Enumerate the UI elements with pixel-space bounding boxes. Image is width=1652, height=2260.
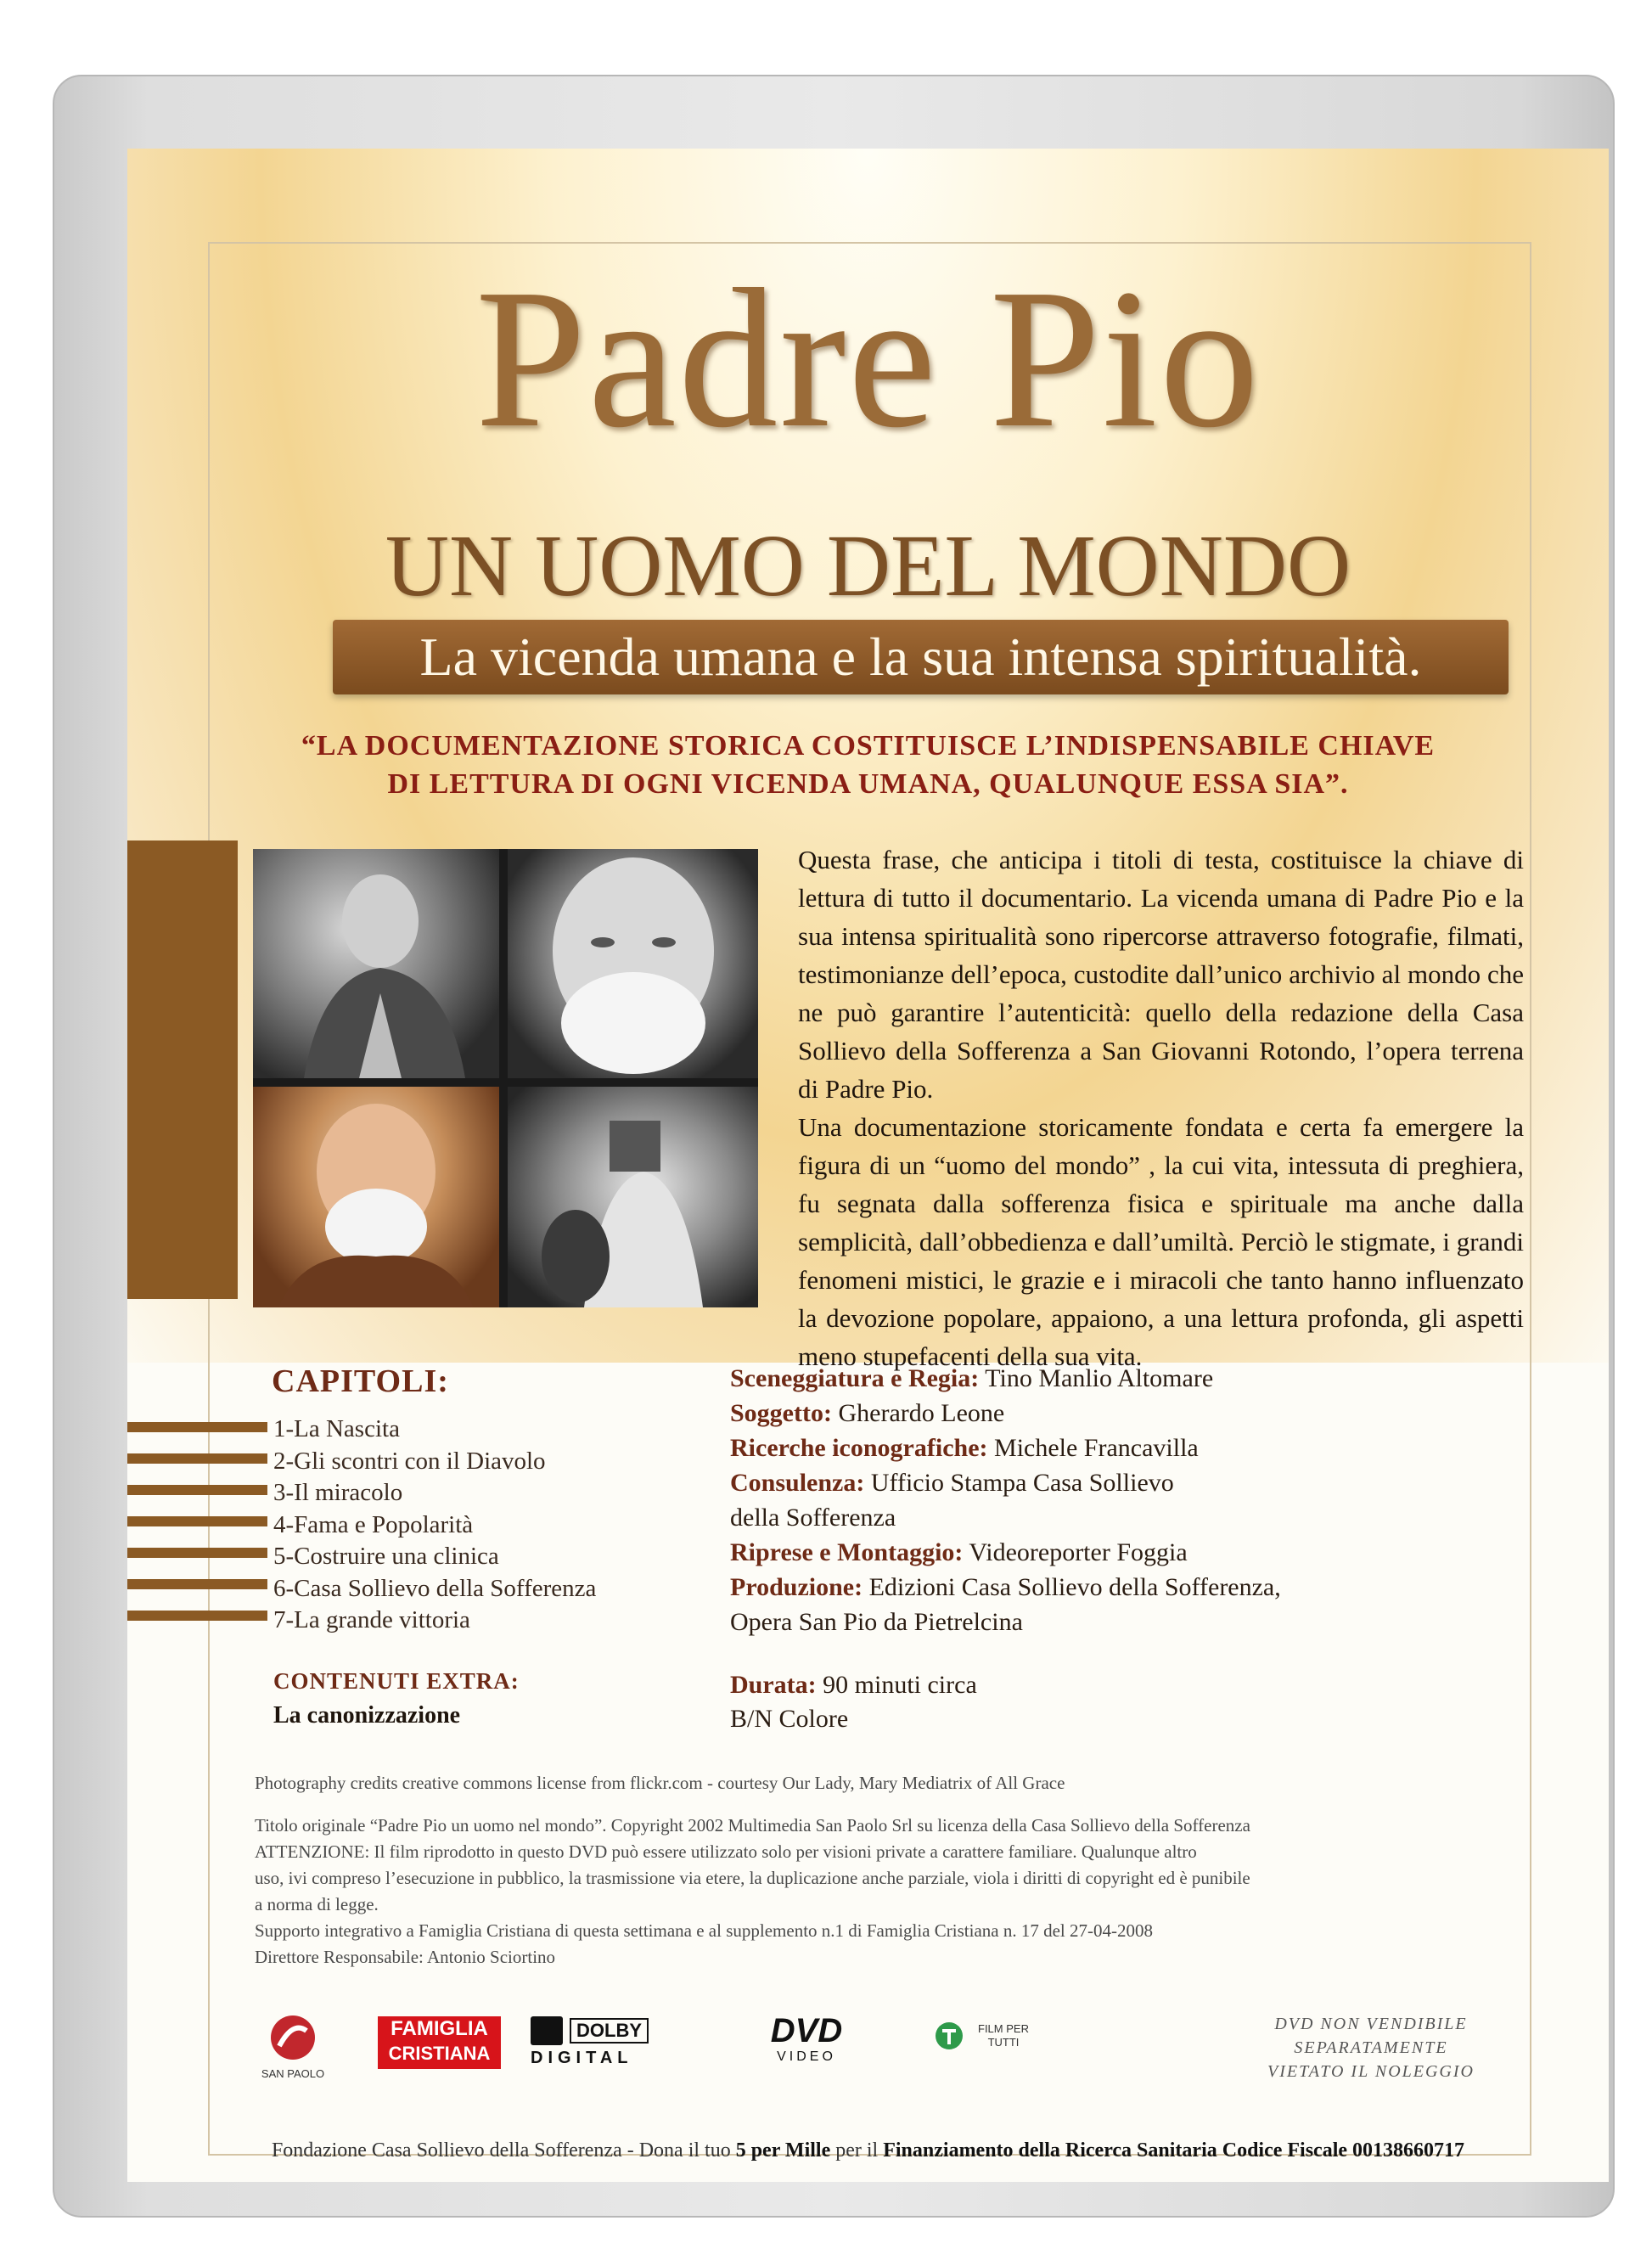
extras-heading: CONTENUTI EXTRA:: [273, 1668, 520, 1694]
credit-value: Tino Manlio Altomare: [985, 1364, 1214, 1392]
credit-row: [730, 1431, 1281, 1465]
credit-label: Soggetto:: [730, 1399, 832, 1427]
san-paolo-icon: [267, 2012, 318, 2063]
stripe: [127, 1453, 267, 1464]
photo-portrait-icon: [508, 849, 758, 1078]
footer-prefix: Fondazione Casa Sollievo della Sofferenza - Dona il tuo: [271, 2139, 731, 2162]
notice-line-1: DVD NON VENDIBILE: [1274, 2015, 1468, 2033]
tagline-bar: [333, 620, 1509, 694]
footer-line: [127, 2139, 1609, 2162]
chapter-stripes: [127, 1422, 267, 1642]
cover-title: Padre Pio: [475, 248, 1261, 469]
cover-insert: [127, 149, 1609, 2182]
dvd-video-logo: [756, 2012, 857, 2065]
list-item: 2-Gli scontri con il Diavolo: [273, 1447, 546, 1475]
credit-row: [730, 1361, 1281, 1396]
credit-row: [730, 1535, 1281, 1570]
credit-value: della Sofferenza: [730, 1504, 896, 1532]
credit-row: [730, 1396, 1281, 1431]
warning-line-2: uso, ivi compreso l’esecuzione in pubblico, la trasmissione via etere, la duplicazione anche parziale, viola i diritti di copyright ed è punibile: [255, 1868, 1250, 1888]
credit-value: Ufficio Stampa Casa Sollievo: [870, 1469, 1174, 1497]
credit-label: Riprese e Montaggio:: [730, 1538, 964, 1566]
credit-value: Edizioni Casa Sollievo della Sofferenza,: [868, 1573, 1281, 1601]
photo-padre-pio-mass: [508, 1087, 758, 1307]
credit-value: Opera San Pio da Pietrelcina: [730, 1608, 1023, 1636]
chapters-heading: CAPITOLI:: [272, 1363, 449, 1399]
warning-line-3: a norma di legge.: [255, 1894, 379, 1914]
notice-line-3: VIETATO IL NOLEGGIO: [1267, 2062, 1475, 2081]
rating-label-2: TUTTI: [987, 2036, 1020, 2049]
stripe: [127, 1485, 267, 1495]
photo-band: [127, 840, 238, 1299]
description-paragraph-1: Questa frase, che anticipa i titoli di testa, costituisce la chiave di lettura di tutto il documentario. La vicenda umana di Padre Pio e la sua intensa spiritualità sono ripercorse attraverso fotografie, filmati, testimonianze dell’epoca, custodite dall’unico archivio al mondo che ne può garantire l’autenticità: quello della redazione della Casa Sollievo della Sofferenza a San Giovanni Rotondo, l’opera terrena di Padre Pio.: [798, 845, 1524, 1104]
quote-line-2: DI LETTURA DI OGNI VICENDA UMANA, QUALUNQUE ESSA SIA”.: [387, 768, 1349, 800]
credit-value: Gherardo Leone: [838, 1399, 1005, 1427]
list-item: 5-Costruire una clinica: [273, 1543, 499, 1570]
photo-color-portrait-icon: [253, 1087, 499, 1307]
footer-middle: per il: [835, 2139, 879, 2162]
san-paolo-label: SAN PAOLO: [261, 2067, 325, 2080]
format-value: B/N Colore: [730, 1705, 849, 1733]
digital-label: DIGITAL: [531, 2049, 633, 2067]
director-line: Direttore Responsabile: Antonio Sciortino: [255, 1947, 556, 1967]
stripe: [127, 1422, 267, 1432]
dolby-label: DOLBY: [570, 2018, 649, 2044]
quote-line-1: “LA DOCUMENTAZIONE STORICA COSTITUISCE L’INDISPENSABILE CHIAVE: [301, 730, 1436, 762]
rating-logo: [934, 2021, 1078, 2051]
san-paolo-logo: [255, 2012, 331, 2080]
description: [798, 840, 1524, 1375]
rating-icon: [934, 2021, 964, 2051]
dolby-icon: [531, 2016, 563, 2045]
dolby-logo: [531, 2016, 688, 2068]
footer-highlight-1: 5 per Mille: [735, 2139, 831, 2162]
dvd-label: DVD: [770, 2012, 843, 2049]
photo-padre-pio-blessing: [253, 849, 499, 1078]
famiglia-cristiana-logo: [378, 2016, 501, 2069]
list-item: 6-Casa Sollievo della Sofferenza: [273, 1574, 597, 1602]
video-label: VIDEO: [777, 2049, 836, 2064]
warning-line-1: ATTENZIONE: Il film riprodotto in questo DVD può essere utilizzato solo per visioni private a carattere familiare. Qualunque altro: [255, 1841, 1197, 1862]
famiglia-label-1: FAMIGLIA: [391, 2017, 488, 2040]
list-item: 4-Fama e Popolarità: [273, 1510, 474, 1538]
credit-label: Ricerche iconografiche:: [730, 1434, 988, 1462]
photo-figure-icon: [253, 849, 499, 1078]
credit-row: [730, 1570, 1281, 1605]
photo-padre-pio-color: [253, 1087, 499, 1307]
cover-subtitle: UN UOMO DEL MONDO: [385, 517, 1351, 615]
copyright-line: Titolo originale “Padre Pio un uomo nel mondo”. Copyright 2002 Multimedia San Paolo Srl su licenza della Casa Sollievo della Sofferenza: [255, 1815, 1250, 1836]
footer-highlight-2: Finanziamento della Ricerca Sanitaria Codice Fiscale 00138660717: [883, 2139, 1465, 2162]
credit-row: [730, 1500, 1281, 1535]
sale-notice: [1256, 2012, 1486, 2083]
credit-value: Michele Francavilla: [994, 1434, 1199, 1462]
credit-label: Sceneggiatura e Regia:: [730, 1364, 980, 1392]
description-paragraph-2: Una documentazione storicamente fondata e certa fa emergere la figura di un “uomo del mondo” , la cui vita, intessuta di preghiera, fu segnata dalla sofferenza fisica e spirituale ma anche dalla semplicità, dall’obbedienza e dall’umiltà. Perciò le stigmate, i grandi fenomeni mistici, le grazie e i miracoli che tanto hanno influenzato la devozione popolare, appaiono, a una lettura profonda, gli aspetti meno stupefacenti della sua vita.: [798, 1112, 1524, 1371]
chapter-list: [273, 1414, 596, 1637]
credits-list: [730, 1361, 1281, 1639]
notice-line-2: SEPARATAMENTE: [1294, 2038, 1448, 2057]
stripe: [127, 1579, 267, 1589]
stripe: [127, 1548, 267, 1558]
list-item: 1-La Nascita: [273, 1415, 400, 1442]
logo-row: [255, 2012, 1494, 2105]
credit-value: Videoreporter Foggia: [969, 1538, 1188, 1566]
stripe: [127, 1611, 267, 1621]
famiglia-label-2: CRISTIANA: [388, 2043, 491, 2064]
photo-collage: [253, 849, 758, 1307]
stripe: [127, 1516, 267, 1526]
photo-padre-pio-smiling: [508, 849, 758, 1078]
duration-info: [730, 1668, 977, 1736]
credit-label: Consulenza:: [730, 1469, 865, 1497]
photo-mass-icon: [508, 1087, 758, 1307]
extras-value: La canonizzazione: [273, 1702, 461, 1729]
list-item: 3-Il miracolo: [273, 1479, 403, 1506]
photo-credits: Photography credits creative commons license from flickr.com - courtesy Our Lady, Mary Mediatrix of All Grace: [255, 1773, 1065, 1793]
credit-label: Produzione:: [730, 1573, 863, 1601]
duration-value: 90 minuti circa: [823, 1671, 977, 1699]
duration-label: Durata:: [730, 1671, 817, 1699]
tagline-text: La vicenda umana e la sua intensa spiritualità.: [419, 627, 1422, 687]
list-item: 7-La grande vittoria: [273, 1606, 470, 1633]
credit-row: [730, 1605, 1281, 1639]
support-line: Supporto integrativo a Famiglia Cristiana di questa settimana e al supplemento n.1 di Famiglia Cristiana n. 17 del 27-04-2008: [255, 1920, 1153, 1941]
credit-row: [730, 1465, 1281, 1500]
rating-label-1: FILM PER: [978, 2022, 1029, 2035]
